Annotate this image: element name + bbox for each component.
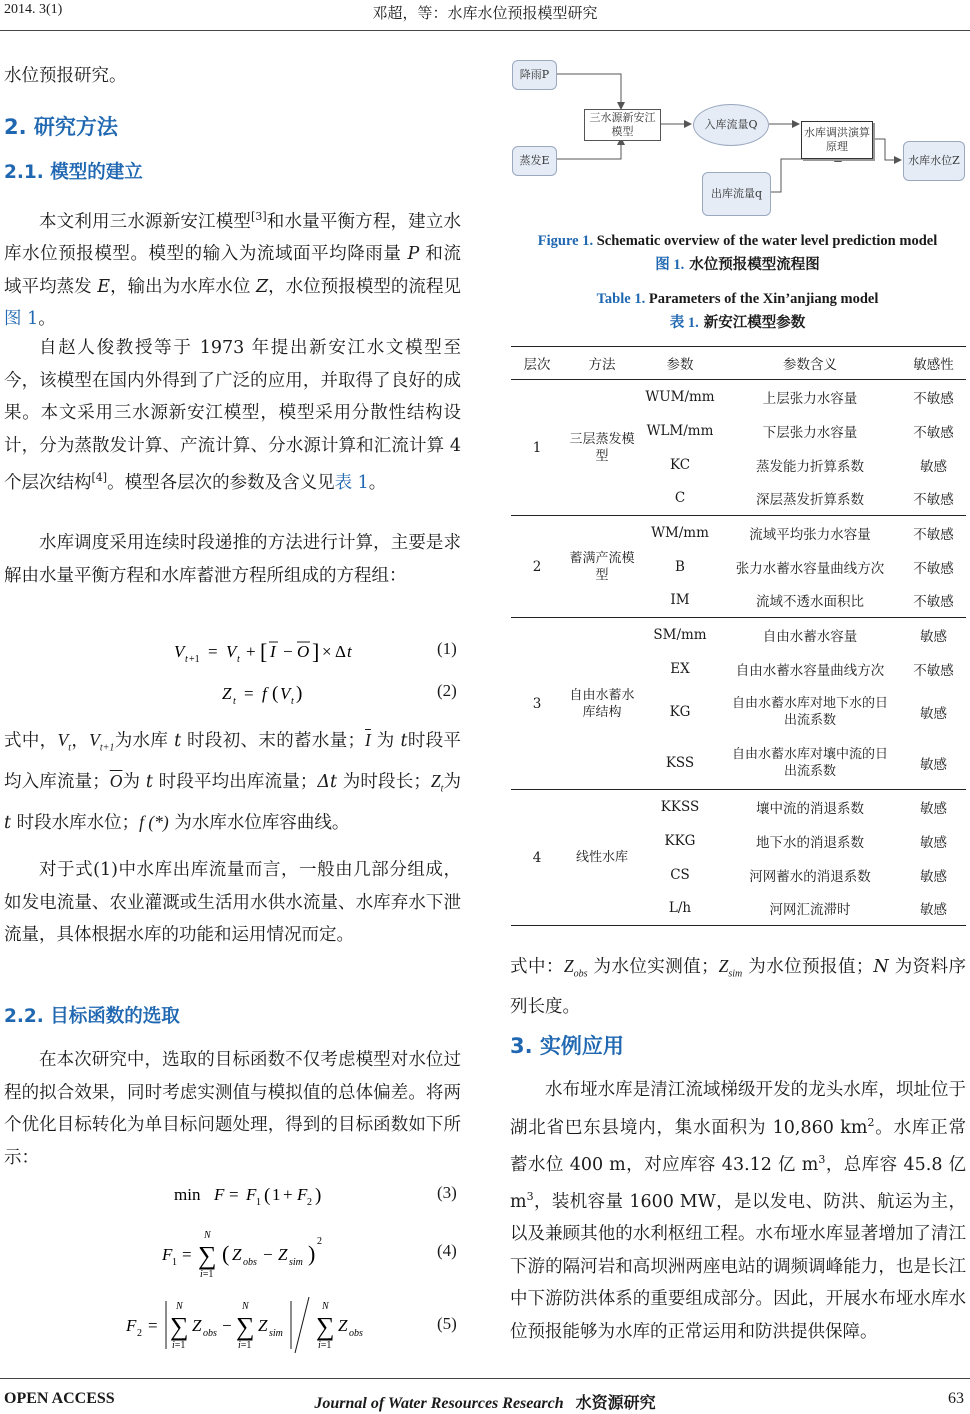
paragraph-outflow — [4, 854, 461, 952]
svg-text:F: F — [297, 1185, 308, 1204]
text-span: 为 — [370, 731, 401, 751]
param-cell: B — [675, 558, 685, 575]
svg-text:): ) — [296, 683, 303, 704]
page-header — [0, 0, 970, 31]
equation-5-svg — [124, 1295, 384, 1357]
sensitivity-cell: 敏感 — [920, 800, 947, 817]
water-level-box: 水库水位Z — [903, 141, 965, 181]
svg-text:(: ( — [222, 1241, 230, 1266]
svg-text:=: = — [148, 1316, 158, 1335]
param-cell: KKG — [664, 832, 696, 849]
param-cell: KSS — [665, 755, 695, 772]
table-row — [511, 790, 966, 824]
running-title: 邓超，等：水库水位预报模型研究 — [372, 4, 598, 22]
text-span: 对于式(1)中水库出库流量而言，一般由几部分组成，如发电流量、农业灌溉或生活用水供水流量、水库弃水下泄流量，具体根据水库的功能和运用情况而定。 — [4, 860, 461, 945]
svg-text:=: = — [229, 1185, 239, 1204]
table-row — [511, 618, 966, 652]
text-span: 为时段长； — [337, 772, 431, 792]
svg-text:sim: sim — [269, 1328, 283, 1339]
sensitivity-cell: 敏感 — [920, 705, 947, 722]
symbol-P: P — [407, 244, 420, 265]
inflow-box: 入库流量Q — [693, 104, 769, 146]
col-header-meaning: 参数含义 — [783, 357, 837, 373]
meaning-cell: 壤中流的消退系数 — [756, 800, 864, 817]
svg-text:t: t — [237, 654, 240, 665]
param-cell: KC — [669, 456, 691, 473]
svg-text:obs: obs — [243, 1257, 257, 1268]
journal-name — [0, 1390, 970, 1413]
equation-3-number: (3) — [437, 1183, 457, 1202]
symbol-Vt: $V_t$ — [57, 730, 71, 754]
method-cell: 自由水蓄水库结构 — [569, 687, 635, 720]
sensitivity-cell: 不敏感 — [913, 390, 954, 407]
text-span: 和水量平衡方程，建立水库水位预报模型。模型的输入为流域面平均降雨量 — [4, 211, 462, 265]
method-cell: 线性水库 — [575, 850, 628, 865]
sensitivity-cell: 敏感 — [920, 868, 947, 885]
evaporation-box: 蒸发E — [512, 146, 557, 176]
table-1-caption-en — [510, 291, 965, 308]
svg-text:V: V — [280, 684, 291, 703]
paragraph-symbol-obs-sim — [510, 950, 966, 1024]
text-span: 为水位预报值； — [742, 957, 874, 977]
param-cell: CS — [670, 866, 690, 883]
paragraph-reservoir-routing — [4, 527, 461, 592]
text-span: 式中： — [510, 957, 564, 977]
param-cell: L/h — [668, 900, 692, 917]
caption-label: Table 1. — [596, 291, 646, 307]
equation-2-svg — [220, 678, 320, 708]
sensitivity-cell: 不敏感 — [913, 560, 954, 577]
outflow-box: 出库流量q — [702, 172, 771, 216]
page-footer — [0, 1378, 970, 1414]
text-span: 水库调度采用连续时段递推的方法进行计算，主要是求解由水量平衡方程和水库蓄泄方程所组成的方程组： — [4, 533, 461, 586]
col-header-method: 方法 — [588, 357, 616, 373]
figure-1-flowchart — [505, 50, 967, 225]
section-2-heading: 2. 研究方法 — [4, 115, 118, 139]
svg-text:2: 2 — [137, 1328, 142, 1339]
text-span: ， — [70, 731, 90, 751]
equation-3-svg — [172, 1180, 342, 1210]
meaning-cell: 自由水蓄水容量 — [762, 628, 858, 645]
journal-name-cn: 水资源研究 — [575, 1395, 656, 1412]
symbol-Vt1: $V_{t+1}$ — [89, 730, 115, 754]
sensitivity-cell: 敏感 — [920, 834, 947, 851]
col-header-level: 层次 — [523, 357, 551, 373]
svg-text:2: 2 — [317, 1236, 322, 1247]
svg-text:−: − — [283, 642, 293, 661]
meaning-cell: 河网蓄水的消退系数 — [749, 868, 871, 885]
table-group-4 — [511, 790, 966, 926]
equation-2-number: (2) — [437, 681, 457, 700]
sensitivity-cell: 不敏感 — [913, 594, 954, 611]
meaning-cell: 蒸发能力折算系数 — [756, 458, 864, 475]
meaning-cell: 流域平均张力水容量 — [749, 526, 871, 543]
rain-box: 降雨P — [512, 60, 557, 90]
svg-text:Z: Z — [258, 1316, 268, 1335]
svg-text:−: − — [263, 1245, 273, 1264]
param-cell: KG — [669, 703, 691, 720]
svg-text:∑: ∑ — [198, 1241, 217, 1270]
table-group-3 — [511, 618, 966, 790]
equation-3 — [172, 1180, 342, 1215]
symbol-I-bar: $\overline{I}$ — [365, 730, 371, 750]
text-span: 为资料序列长度。 — [510, 957, 967, 1017]
sensitivity-cell: 不敏感 — [913, 526, 954, 543]
svg-text:): ) — [308, 1241, 316, 1266]
svg-text:1: 1 — [172, 1257, 177, 1268]
paragraph-xaj-history — [4, 332, 461, 499]
page-number: 63 — [948, 1390, 964, 1407]
text-span: 在本次研究中，选取的目标函数不仅考虑模型对水位过程的拟合效果，同时考虑实测值与模拟值的总体偏差。将两个优化目标转化为单目标问题处理，得到的目标函数如下所示： — [4, 1050, 461, 1168]
text-span: 时段初、末的蓄水量； — [181, 731, 366, 751]
equation-5 — [124, 1295, 384, 1362]
meaning-cell: 自由水蓄水库对壤中流的日出流系数 — [731, 747, 888, 780]
svg-text:i=1: i=1 — [318, 1340, 332, 1351]
routing-principle-box: 水库调洪演算原理 — [801, 121, 873, 159]
svg-text:F: F — [246, 1185, 257, 1204]
svg-text:V: V — [174, 642, 185, 661]
svg-text:Δ: Δ — [335, 642, 346, 661]
svg-text:t: t — [347, 642, 352, 661]
text-span: 。 — [368, 472, 387, 493]
caption-text: Parameters of the Xin’anjiang model — [645, 291, 879, 307]
svg-text:t: t — [291, 696, 294, 707]
svg-text:1: 1 — [272, 1185, 281, 1204]
equation-2 — [220, 678, 320, 713]
caption-text: 新安江模型参数 — [698, 315, 806, 331]
param-cell: WLM/mm — [646, 422, 714, 439]
svg-text:N: N — [176, 1301, 183, 1312]
svg-text:obs: obs — [203, 1328, 217, 1339]
equation-1-number: (1) — [437, 639, 457, 658]
meaning-cell: 上层张力水容量 — [762, 390, 858, 407]
level-cell: 3 — [532, 695, 542, 712]
text-span: ，水位预报模型的流程见 — [268, 276, 462, 297]
symbol-t: t — [4, 813, 12, 833]
svg-text:N: N — [204, 1230, 211, 1241]
meaning-cell: 深层蒸发折算系数 — [756, 492, 864, 509]
superscript: 2 — [867, 1115, 875, 1129]
parameter-table — [511, 346, 966, 926]
caption-label: 图 1. — [655, 257, 685, 273]
svg-text:(: ( — [264, 1185, 271, 1206]
param-cell: KKSS — [660, 798, 700, 815]
text-span: ，装机容量 1600 MW，是以发电、防洪、航运为主，以及兼顾其他的水利枢纽工程。水布垭水库显著增加了清江下游的隔河岩和高坝洲两座电站的调频调峰能力，也是长江中下游防洪体系的重要组成部分。因此，开展水布垭水库水位预报能够为水库的正常运用和防洪提供保障。 — [510, 1191, 966, 1342]
symbol-t: t — [145, 772, 153, 792]
svg-text:2: 2 — [307, 1197, 312, 1208]
level-cell: 1 — [532, 439, 542, 456]
table-1 — [511, 346, 966, 926]
equation-4-number: (4) — [437, 1241, 457, 1260]
text-span: 。模型各层次的参数及含义见 — [107, 472, 335, 493]
svg-text:i=1: i=1 — [172, 1340, 186, 1351]
paragraph-shuibuya — [510, 1074, 966, 1348]
text-span: 为 — [443, 772, 462, 792]
superscript: 3 — [818, 1152, 826, 1166]
superscript: 3 — [526, 1190, 534, 1204]
svg-text:i=1: i=1 — [200, 1269, 214, 1280]
figure-1-caption-en — [510, 233, 965, 250]
col-header-sensitivity: 敏感性 — [913, 357, 954, 373]
caption-text: 水位预报模型流程图 — [684, 257, 820, 273]
svg-text:=: = — [208, 642, 218, 661]
svg-text:+: + — [283, 1185, 293, 1204]
symbol-Z: Z — [255, 276, 269, 297]
symbol-f-star: f (*) — [139, 812, 169, 832]
svg-text:−: − — [222, 1316, 232, 1335]
level-cell: 4 — [532, 849, 542, 866]
param-cell: EX — [670, 660, 690, 677]
sensitivity-cell: 敏感 — [920, 902, 947, 919]
svg-text:Z: Z — [222, 684, 232, 703]
method-cell: 蓄满产流模型 — [569, 550, 635, 583]
svg-text:∑: ∑ — [170, 1312, 189, 1341]
symbol-t: t — [400, 731, 408, 751]
svg-text:f: f — [262, 684, 267, 703]
svg-text:sim: sim — [289, 1257, 303, 1268]
equation-1-svg — [172, 636, 372, 666]
figure-1-caption-cn — [510, 253, 965, 274]
text-span: 式中， — [4, 731, 58, 751]
symbol-Z-obs: $Z_{obs}$ — [563, 956, 588, 980]
equation-1 — [172, 636, 372, 671]
meaning-cell: 流域不透水面积比 — [756, 594, 864, 611]
table-1-link[interactable]: 表 1 — [334, 472, 369, 493]
svg-text:∑: ∑ — [316, 1312, 335, 1341]
svg-text:1: 1 — [256, 1197, 261, 1208]
svg-text:obs: obs — [349, 1328, 363, 1339]
symbol-E: E — [97, 276, 111, 297]
text-span: 水布垭水库是清江流域梯级开发的龙头水库，坝址位于湖北省巴东县境内，集水面积为 10,860 km — [510, 1080, 966, 1138]
xaj-model-box: 三水源新安江模型 — [584, 109, 661, 141]
sensitivity-cell: 不敏感 — [913, 662, 954, 679]
method-cell: 三层蒸发模型 — [569, 431, 635, 464]
table-1-caption-cn — [510, 311, 965, 332]
svg-text:∑: ∑ — [236, 1312, 255, 1341]
text-span: 时段平均出库流量； — [152, 772, 318, 792]
svg-text:i=1: i=1 — [238, 1340, 252, 1351]
svg-text:Z: Z — [278, 1245, 288, 1264]
section-2-2-heading: 2.2. 目标函数的选取 — [4, 1006, 180, 1027]
citation: [3] — [251, 210, 267, 223]
sensitivity-cell: 敏感 — [920, 458, 947, 475]
meaning-cell: 张力水蓄水容量曲线方次 — [735, 560, 885, 577]
table-header-row — [511, 347, 966, 380]
table-row — [511, 516, 966, 550]
svg-text:N: N — [322, 1301, 329, 1312]
paragraph-objective-function — [4, 1044, 461, 1174]
text-span: 。 — [38, 309, 56, 330]
level-cell: 2 — [532, 558, 542, 575]
meaning-cell: 下层张力水容量 — [762, 424, 858, 441]
text-span: ，输出为水库水位 — [110, 276, 256, 297]
paragraph-model-setup — [4, 201, 461, 336]
caption-label: Figure 1. — [537, 233, 594, 249]
svg-text:t: t — [233, 696, 236, 707]
open-access-label: OPEN ACCESS — [4, 1390, 115, 1407]
svg-text:): ) — [315, 1185, 322, 1206]
svg-text:O: O — [297, 642, 310, 661]
table-group-1 — [511, 380, 966, 516]
text-span: 时段水库水位； — [11, 813, 140, 833]
citation: [4] — [91, 471, 108, 484]
meaning-cell: 自由水蓄水容量曲线方次 — [735, 662, 885, 679]
paragraph-symbol-definitions — [4, 724, 461, 840]
svg-text:=: = — [182, 1245, 192, 1264]
text-span: 为水位实测值； — [587, 957, 719, 977]
svg-text:F: F — [214, 1185, 225, 1204]
col-header-parameter: 参数 — [666, 357, 694, 373]
svg-text:(: ( — [272, 683, 279, 704]
text-span: 为 — [122, 772, 146, 792]
text-span: 为水库水位库容曲线。 — [168, 813, 350, 833]
symbol-t: t — [174, 731, 182, 751]
meaning-cell: 河网汇流滞时 — [769, 902, 851, 919]
meaning-cell: 自由水蓄水库对地下水的日出流系数 — [731, 695, 888, 728]
section-2-1-heading: 2.1. 模型的建立 — [4, 162, 143, 183]
text-span: 本文利用三水源新安江模型 — [39, 211, 252, 232]
intro-tail: 水位预报研究。 — [4, 66, 127, 86]
journal-name-en: Journal of Water Resources Research — [314, 1395, 564, 1412]
svg-text:Z: Z — [232, 1245, 242, 1264]
sensitivity-cell: 不敏感 — [913, 424, 954, 441]
table-group-2 — [511, 516, 966, 618]
svg-text:Z: Z — [192, 1316, 202, 1335]
sensitivity-cell: 敏感 — [920, 757, 947, 774]
equation-4-svg — [160, 1224, 360, 1284]
svg-text:[: [ — [260, 639, 268, 664]
caption-label: 表 1. — [669, 315, 699, 331]
svg-text:=: = — [244, 684, 254, 703]
sensitivity-cell: 敏感 — [920, 628, 947, 645]
text-span: 。水库正常蓄水位 400 m，对应库容 43.12 亿 m — [510, 1117, 967, 1175]
equation-5-number: (5) — [437, 1314, 457, 1333]
figure-1-link[interactable]: 图 1 — [4, 309, 39, 330]
section-3-heading: 3. 实例应用 — [510, 1034, 624, 1058]
issue-number: 2014. 3(1) — [4, 2, 63, 17]
param-cell: SM/mm — [653, 626, 707, 643]
svg-text:F: F — [162, 1245, 173, 1264]
svg-text:I: I — [270, 642, 276, 661]
param-cell: IM — [670, 592, 690, 609]
symbol-delta-t: Δt — [317, 772, 338, 792]
svg-text:V: V — [226, 642, 237, 661]
caption-text: Schematic overview of the water level prediction model — [593, 233, 938, 249]
text-span: 为水库 — [114, 731, 175, 751]
equation-4 — [160, 1224, 360, 1289]
text-span: 时段平均入库流量； — [4, 731, 462, 792]
symbol-O-bar: $\overline{O}$ — [109, 771, 123, 791]
table-row — [511, 380, 966, 414]
param-cell: WUM/mm — [645, 388, 715, 405]
svg-text:+1: +1 — [189, 654, 200, 665]
svg-text:N: N — [242, 1301, 249, 1312]
svg-text:t: t — [185, 654, 188, 665]
svg-text:F: F — [126, 1316, 137, 1335]
svg-text:]: ] — [312, 639, 320, 664]
symbol-Z-sim: $Z_{sim}$ — [718, 956, 743, 980]
text-span: 和流域平均蒸发 — [4, 244, 461, 297]
symbol-Zt: $Z_t$ — [430, 771, 444, 795]
meaning-cell: 地下水的消退系数 — [756, 834, 864, 851]
param-cell: WM/mm — [651, 524, 709, 541]
text-span: 自赵人俊教授等于 1973 年提出新安江水文模型至今，该模型在国内外得到了广泛的应用，并取得了良好的成果。本文采用三水源新安江模型，模型采用分散性结构设计，分为蒸散发计算、产流计算、分水源计算和汇流计算 4 个层次结构 — [4, 338, 461, 493]
sensitivity-cell: 不敏感 — [913, 492, 954, 509]
svg-text:min: min — [174, 1185, 201, 1204]
svg-text:Z: Z — [338, 1316, 348, 1335]
text-span: ，总库容 45.8 亿 m — [510, 1154, 966, 1212]
param-cell: C — [674, 490, 686, 507]
left-column — [4, 60, 461, 93]
svg-text:×: × — [322, 642, 332, 661]
symbol-N: N — [873, 957, 889, 977]
svg-text:+: + — [246, 642, 256, 661]
